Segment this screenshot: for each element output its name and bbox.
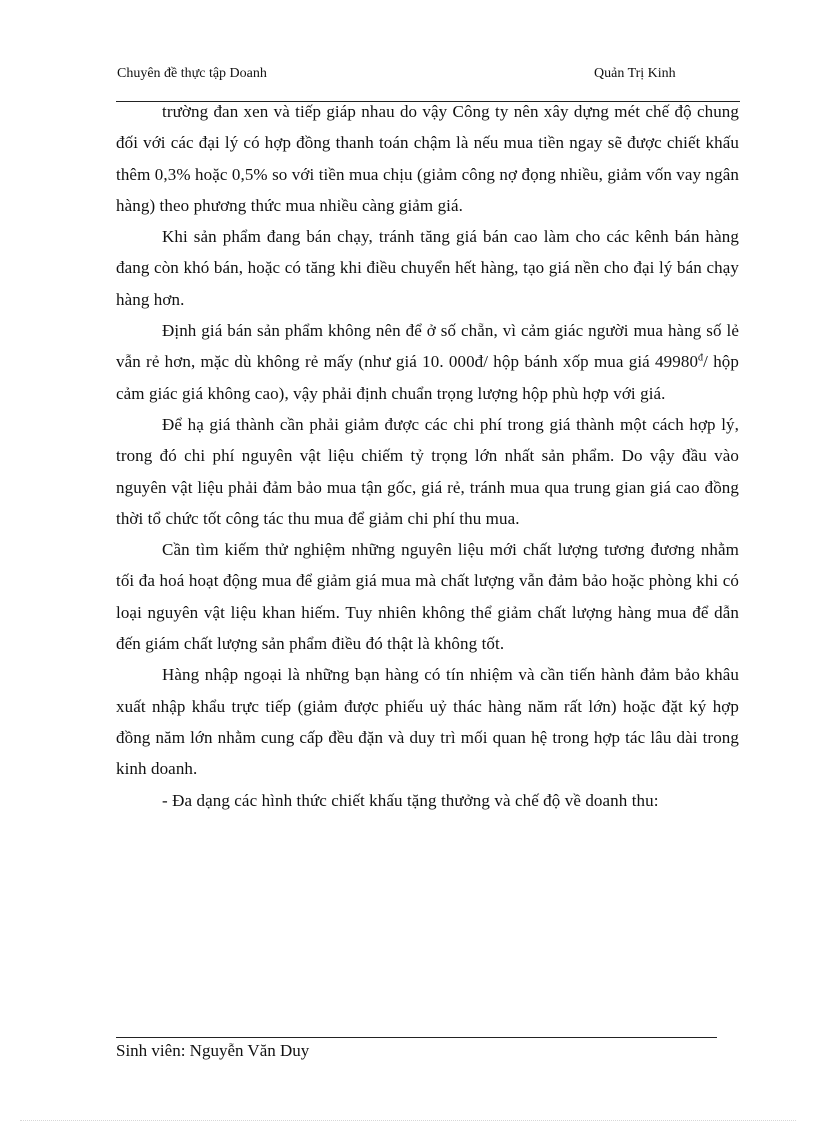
header-left: Chuyên đề thực tập Doanh xyxy=(117,66,267,81)
footer-student: Sinh viên: Nguyễn Văn Duy xyxy=(116,1041,310,1060)
paragraph-1: trường đan xen và tiếp giáp nhau do vậy Công ty nên xây dựng mét chế độ chung đối với các đại lý có hợp đồng thanh toán chậm là nếu mua tiền ngay sẽ được chiết khấu thêm 0,3% hoặc 0,5% so với tiền mua chịu (giảm công nợ đọng nhiều, giảm vốn vay ngân hàng) theo phương thức mua nhiều càng giảm giá. xyxy=(116,102,739,215)
body-text xyxy=(116,96,739,816)
currency-superscript: đ xyxy=(698,352,704,364)
paragraph-6: Hàng nhập ngoại là những bạn hàng có tín nhiệm và cần tiến hành đảm bảo khâu xuất nhập khẩu trực tiếp (giảm được phiếu uỷ thác hàng năm rất lớn) hoặc đặt ký hợp đồng năm lớn nhằm cung cấp đều đặn và duy trì mối quan hệ trong hợp tác lâu dài trong kinh doanh. xyxy=(116,665,739,779)
header-right: Quản Trị Kinh xyxy=(594,66,676,81)
page-bottom-edge xyxy=(20,1120,796,1121)
paragraph-2: Khi sản phẩm đang bán chạy, tránh tăng giá bán cao làm cho các kênh bán hàng đang còn khó bán, hoặc có tăng khi điều chuyển hết hàng, tạo giá nền cho đại lý bán chạy hàng hơn. xyxy=(116,227,739,309)
paragraph-5: Cần tìm kiếm thử nghiệm những nguyên liệu mới chất lượng tương đương nhằm tối đa hoá hoạt động mua để giảm giá mua mà chất lượng vẫn đảm bảo hoặc phòng khi có loại nguyên vật liệu khan hiếm. Tuy nhiên không thể giảm chất lượng hàng mua để dẫn đến giám chất lượng sản phẩm điều đó thật là không tốt. xyxy=(116,540,739,654)
paragraph-3-part-b: / hộp cảm giác giá không cao), vậy phải định chuẩn trọng lượng hộp phù hợp với giá. xyxy=(116,352,739,403)
paragraph-3 xyxy=(116,315,739,409)
paragraph-7: - Đa dạng các hình thức chiết khấu tặng thưởng và chế độ về doanh thu: xyxy=(162,790,659,810)
footer-divider xyxy=(116,1037,717,1038)
paragraph-4: Để hạ giá thành cần phải giảm được các chi phí trong giá thành một cách hợp lý, trong đó chi phí nguyên vật liệu chiếm tỷ trọng lớn nhất sản phẩm. Do vậy đầu vào nguyên vật liệu phải đảm bảo mua tận gốc, giá rẻ, tránh mua qua trung gian giá cao đồng thời tổ chức tốt công tác thu mua để giảm chi phí thu mua. xyxy=(116,414,739,528)
paragraph-3-part-a: Định giá bán sản phẩm không nên để ở số chẵn, vì cảm giác người mua hàng số lẻ vẫn rẻ hơn, mặc dù không rẻ mấy (như giá 10. 000đ/ hộp bánh xốp mua giá 49980 xyxy=(116,321,739,372)
